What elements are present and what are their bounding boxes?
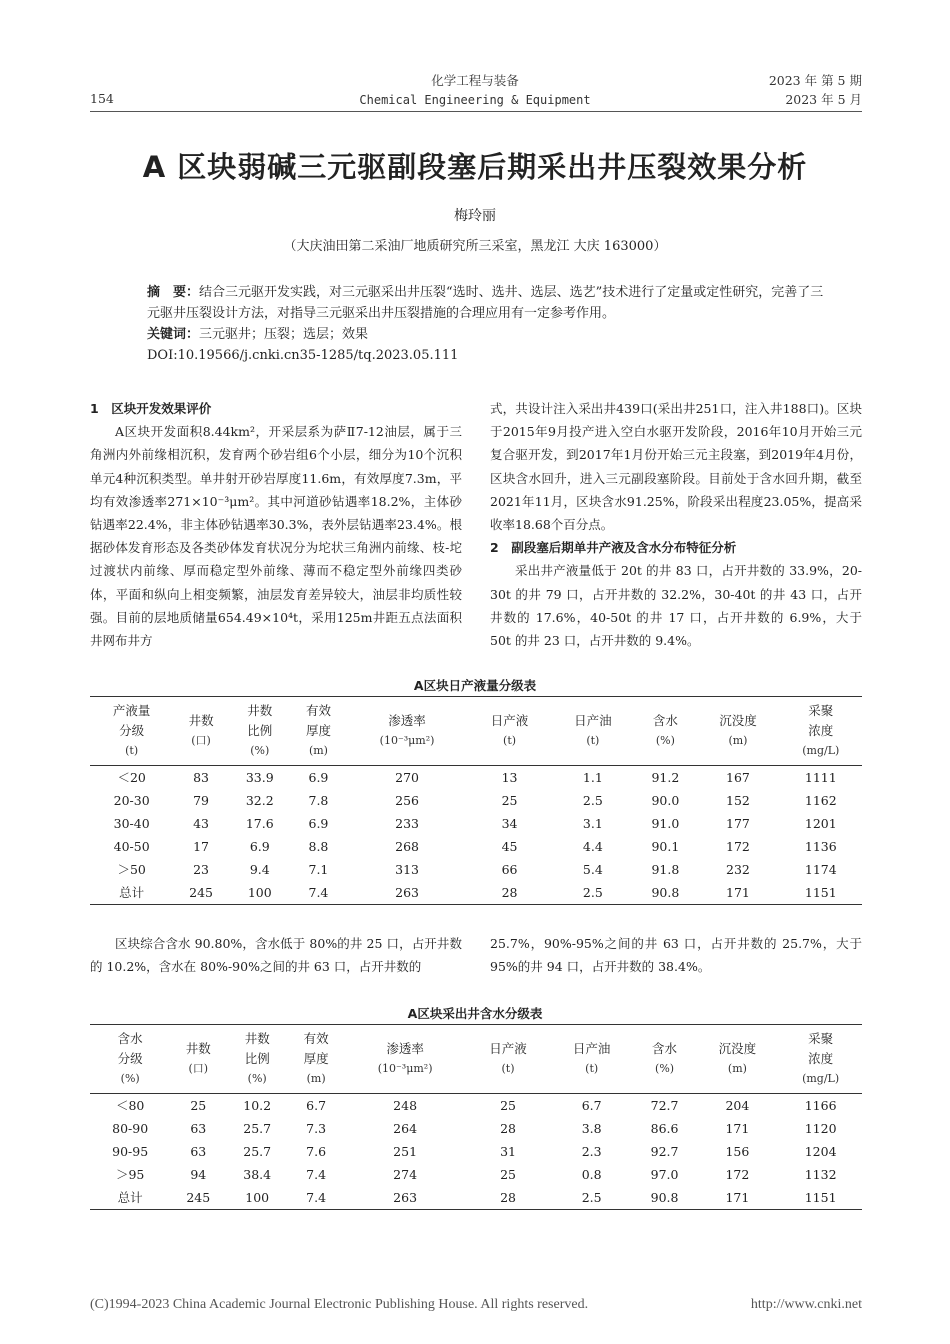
table1-header-line: 沉没度	[719, 713, 757, 728]
table-cell: 5.4	[582, 862, 603, 877]
table1-header-line: (t)	[503, 734, 517, 747]
table-cell: 172	[726, 839, 750, 854]
table-cell: 263	[346, 881, 468, 905]
table-cell: 9.4	[249, 862, 270, 877]
table-cell: 43	[193, 816, 210, 831]
table-cell: 313	[395, 862, 419, 877]
table2-header-line: 井数	[185, 1041, 211, 1056]
table1-header-cell	[291, 697, 347, 766]
table2-header-cell	[550, 1025, 634, 1094]
table-cell: 7.4	[306, 1167, 327, 1182]
table-cell: 167	[726, 770, 750, 785]
table-cell: 66	[501, 862, 518, 877]
water-cut-paragraph: 区块综合含水 90.80%，含水低于 80%的井 25 口，占开井数的 10.2%，含水在 80%-90%之间的井 63 口，占开井数的	[90, 936, 462, 975]
table-cell: 90.8	[634, 881, 696, 905]
table1-header-cell	[229, 697, 291, 766]
table-row	[90, 881, 862, 905]
table2-header-line: (t)	[501, 1062, 515, 1075]
table-row	[90, 858, 862, 881]
issue-label: 2023 年 第 5 期	[768, 73, 862, 88]
table-cell: 72.7	[650, 1098, 679, 1113]
table-cell: 23	[193, 862, 210, 877]
table-cell: 1111	[804, 770, 837, 785]
table-cell: 13	[501, 770, 518, 785]
table2-header-line: 采聚	[808, 1031, 834, 1046]
section-1-paragraph: A区块开发面积8.44km²，开采层系为萨Ⅱ7-12油层，属于三角洲内外前缘相沉积，发育两个砂岩组6个小层，细分为10个沉积单元4种沉积类型。单井射开砂岩厚度11.6m，有效厚度7.3m，平均有效渗透率271×10⁻³μm²。其中河道砂钻遇率18.2%，主体砂钻遇率22.4%，非主体砂钻遇率30.3%，表外层钻遇率23.4%。根据砂体发育形态及各类砂体发育状况分为坨状三角洲内前缘、枝-坨过渡状内前缘、厚而稳定型外前缘、薄而不稳定型外前缘四类砂体，平面和纵向上相变频繁，油层发育差异较大，油层非均质性较强。目前的层地质储量654.49×10⁴t，采用125m井距五点法面积井网布井方	[90, 424, 462, 649]
issue-date: 2023 年 5 月	[785, 92, 862, 107]
table-cell: 38.4	[243, 1167, 272, 1182]
table-cell: 25	[190, 1098, 207, 1113]
table-cell: 91.0	[651, 816, 680, 831]
table1-header-line: 产液量	[112, 703, 151, 718]
table1-header-cell	[780, 697, 862, 766]
table-cell: 80-90	[112, 1121, 149, 1136]
table-cell: 17.6	[245, 816, 274, 831]
author: 梅玲丽	[454, 208, 496, 224]
table1-header-line: (m)	[308, 744, 328, 757]
table2-header-line: (%)	[655, 1062, 675, 1075]
section-2-paragraph: 采出井产液量低于 20t 的井 83 口，占开井数的 33.9%，20-30t 的井 79 口，占开井数的 32.2%，30-40t 的井 43 口，占开井数的 17.6%，40-50t 的井 17 口，占开井数的 6.9%，大于 50t 的井 23 口，占开井数的 9.4%。	[490, 563, 862, 649]
table-cell: 7.4	[288, 1186, 344, 1210]
table-cell: 25.7	[243, 1144, 272, 1159]
table-cell: 172	[725, 1167, 750, 1182]
table2-header-line: (口)	[188, 1062, 209, 1075]
table-cell: 263	[344, 1186, 466, 1210]
table-cell: 264	[393, 1121, 418, 1136]
table-cell: 3.1	[582, 816, 603, 831]
table1-header-line: (口)	[191, 734, 211, 747]
table1-header-cell	[346, 697, 468, 766]
table1-header-line: 比例	[247, 723, 273, 738]
table-cell: 204	[725, 1098, 750, 1113]
table-cell: 171	[696, 881, 779, 905]
table1-header-row	[90, 697, 862, 766]
header-rule	[90, 111, 862, 112]
table1-body	[90, 766, 862, 905]
section-1-title: 1 区块开发效果评价	[90, 401, 212, 416]
table2	[90, 1024, 862, 1210]
journal-name-en: Chemical Engineering & Equipment	[359, 93, 591, 107]
table2-header-line: (m)	[727, 1062, 747, 1075]
table-cell: ＜80	[115, 1098, 145, 1113]
keywords-label: 关键词：	[147, 327, 200, 342]
table-cell: 91.2	[651, 770, 680, 785]
table-cell: 10.2	[243, 1098, 272, 1113]
table-cell: 总计	[90, 881, 173, 905]
table-cell: 30-40	[113, 816, 150, 831]
table2-header-cell	[288, 1025, 344, 1094]
table2-header-line: 渗透率	[386, 1041, 424, 1056]
table2-header-line: (t)	[585, 1062, 599, 1075]
table1-header-cell	[173, 697, 229, 766]
table-cell: 1201	[804, 816, 837, 831]
table2-header-line: 有效	[303, 1031, 329, 1046]
table2-body	[90, 1094, 862, 1210]
table-cell: ＜20	[117, 770, 146, 785]
table1-header-line: 日产油	[574, 713, 612, 728]
table-cell: 31	[500, 1144, 516, 1159]
right-column	[490, 397, 862, 652]
table1-header-line: (%)	[655, 734, 675, 747]
table-cell: 245	[173, 881, 229, 905]
table-cell: 2.5	[550, 1186, 634, 1210]
table-cell: 177	[726, 816, 750, 831]
table-cell: 3.8	[581, 1121, 602, 1136]
table-cell: 1174	[804, 862, 837, 877]
table-cell: 90-95	[112, 1144, 149, 1159]
keywords: 三元驱井；压裂；选层；效果	[199, 327, 369, 342]
table-cell: 1120	[804, 1121, 837, 1136]
table2-header-line: (mg/L)	[802, 1072, 840, 1085]
table-row	[90, 766, 862, 790]
table-cell: 7.1	[308, 862, 329, 877]
water-cut-paragraph-continued: 25.7%，90%-95%之间的井 63 口，占开井数的 25.7%，大于 95%的井 94 口，占开井数的 38.4%。	[490, 936, 862, 975]
table-cell: 6.9	[249, 839, 270, 854]
table2-caption: A区块采出井含水分级表	[407, 1006, 543, 1021]
table-row	[90, 835, 862, 858]
table2-header-line: (10⁻³μm²)	[377, 1062, 433, 1075]
section-1-continuation: 式，共设计注入采出井439口(采出井251口，注入井188口)。区块于2015年9月投产进入空白水驱开发阶段，2016年10月开始三元复合驱开发，到2017年1月份开始三元主段塞，到2019年4月份，区块含水回升，进入三元副段塞阶段。目前处于含水回升期，截至2021年11月，区块含水91.25%，阶段采出程度23.05%，提高采收率18.68个百分点。	[490, 401, 862, 533]
table1-header-cell	[90, 697, 173, 766]
table1-header-line: 采聚	[808, 703, 834, 718]
table2-header-line: 含水	[652, 1041, 678, 1056]
table-cell: 97.0	[650, 1167, 679, 1182]
table1-header-line: (t)	[586, 734, 600, 747]
table-cell: 25	[500, 1098, 516, 1113]
table-cell: ＞95	[115, 1167, 145, 1182]
table-cell: 28	[468, 881, 551, 905]
table-cell: 2.3	[581, 1144, 602, 1159]
table-cell: 86.6	[650, 1121, 679, 1136]
table2-header-line: 分级	[117, 1051, 143, 1066]
table-cell: 40-50	[113, 839, 150, 854]
table1-header-cell	[551, 697, 634, 766]
table-cell: 90.8	[634, 1186, 696, 1210]
abstract-text: 结合三元驱开发实践，对三元驱采出井压裂“选时、选井、选层、选艺”技术进行了定量或定性研究，完善了三元驱井压裂设计方法，对指导三元驱采出井压裂措施的合理应用有一定参考作用。	[147, 285, 824, 321]
table-cell: 7.6	[306, 1144, 327, 1159]
table1-header-line: 日产液	[490, 713, 529, 728]
table1-header-line: (mg/L)	[802, 744, 840, 757]
table2-header-line: 日产液	[489, 1041, 527, 1056]
table1	[90, 696, 862, 905]
table-cell: 17	[193, 839, 210, 854]
table-cell: 8.8	[308, 839, 329, 854]
table-cell: 270	[395, 770, 419, 785]
table-cell: 28	[466, 1186, 550, 1210]
table-cell: 6.7	[581, 1098, 602, 1113]
table1-header-line: (%)	[250, 744, 270, 757]
table-cell: 90.1	[651, 839, 680, 854]
journal-name-cn: 化学工程与装备	[431, 73, 519, 88]
left-column	[90, 397, 462, 652]
abstract-label: 摘 要：	[147, 285, 200, 300]
table-cell: 6.7	[306, 1098, 327, 1113]
table2-header-line: 含水	[117, 1031, 143, 1046]
table-row	[90, 812, 862, 835]
table2-header-line: 日产油	[572, 1041, 611, 1056]
table2-header-cell	[696, 1025, 780, 1094]
table-cell: 1204	[804, 1144, 837, 1159]
table2-header-line: (m)	[306, 1072, 326, 1085]
table-cell: 1.1	[582, 770, 603, 785]
table-cell: 248	[393, 1098, 418, 1113]
table-cell: 1136	[804, 839, 837, 854]
table-row	[90, 1140, 862, 1163]
table-cell: 100	[229, 881, 291, 905]
table-cell: 245	[170, 1186, 226, 1210]
table2-header-line: (%)	[120, 1072, 140, 1085]
table-cell: 1132	[804, 1167, 837, 1182]
affiliation: （大庆油田第二采油厂地质研究所三采室，黑龙江 大庆 163000）	[283, 239, 667, 254]
table1-header-line: 井数	[188, 713, 214, 728]
table-cell: 90.0	[651, 793, 680, 808]
article-title: A 区块弱碱三元驱副段塞后期采出井压裂效果分析	[142, 150, 808, 184]
table-cell: 232	[726, 862, 750, 877]
copyright-text: (C)1994-2023 China Academic Journal Electronic Publishing House. All rights reserved.	[90, 1297, 589, 1312]
table1-header-cell	[696, 697, 779, 766]
table-cell: 25.7	[243, 1121, 272, 1136]
table1-header-line: 有效	[305, 703, 331, 718]
table-cell: 63	[190, 1144, 207, 1159]
table2-header-cell	[226, 1025, 288, 1094]
table2-header-line: 厚度	[303, 1051, 329, 1066]
table1-header-line: 浓度	[808, 723, 834, 738]
table1-caption: A区块日产液量分级表	[413, 678, 537, 693]
table1-header-line: (m)	[728, 734, 748, 747]
table1-header-line: (t)	[125, 744, 139, 757]
table1-header-line: 渗透率	[388, 713, 426, 728]
table-cell: 7.8	[308, 793, 329, 808]
table-cell: 32.2	[245, 793, 274, 808]
table2-header-cell	[90, 1025, 170, 1094]
table-cell: 256	[395, 793, 419, 808]
table-cell: 25	[501, 793, 518, 808]
table-cell: 6.9	[308, 770, 329, 785]
table-cell: 25	[500, 1167, 516, 1182]
table2-header-cell	[634, 1025, 696, 1094]
table1-header-line: 分级	[119, 723, 145, 738]
table2-header-line: 井数	[244, 1031, 270, 1046]
table-cell: 152	[726, 793, 750, 808]
table-cell: 274	[393, 1167, 418, 1182]
table-cell: 0.8	[581, 1167, 602, 1182]
table2-header-line: 浓度	[808, 1051, 834, 1066]
table2-header-cell	[344, 1025, 466, 1094]
doi: DOI:10.19566/j.cnki.cn35-1285/tq.2023.05.111	[147, 348, 459, 363]
table-row	[90, 1094, 862, 1118]
copyright-footer	[90, 1297, 862, 1313]
table-cell: 28	[500, 1121, 516, 1136]
table-cell: 4.4	[582, 839, 603, 854]
table-cell: 83	[193, 770, 210, 785]
section-2-title: 2 副段塞后期单井产液及含水分布特征分析	[490, 540, 737, 556]
table2-header-row	[90, 1025, 862, 1094]
mid-left-text	[90, 932, 462, 978]
table1-header-line: 井数	[247, 703, 273, 718]
table-cell: 100	[226, 1186, 288, 1210]
table1-header-line: (10⁻³μm²)	[379, 734, 435, 747]
table-cell: 171	[725, 1121, 750, 1136]
table-cell: 79	[193, 793, 210, 808]
table-cell: 45	[501, 839, 518, 854]
table1-header-cell	[468, 697, 551, 766]
table-cell: 1166	[804, 1098, 837, 1113]
table-cell: 1151	[780, 881, 862, 905]
table-cell: 2.5	[551, 881, 634, 905]
table-cell: 156	[725, 1144, 750, 1159]
table-cell: 92.7	[650, 1144, 679, 1159]
table-cell: 7.3	[306, 1121, 327, 1136]
table-cell: 171	[696, 1186, 780, 1210]
table-cell: 7.4	[291, 881, 347, 905]
table-row	[90, 1186, 862, 1210]
table2-header-cell	[779, 1025, 862, 1094]
table2-header-line: (%)	[247, 1072, 267, 1085]
table-row	[90, 1117, 862, 1140]
table1-header-line: 含水	[652, 713, 678, 728]
table-cell: 91.8	[651, 862, 680, 877]
table-cell: 1162	[804, 793, 837, 808]
table2-header-line: 沉没度	[718, 1041, 757, 1056]
abstract	[147, 282, 827, 366]
table2-header-line: 比例	[244, 1051, 270, 1066]
table1-header-cell	[634, 697, 696, 766]
table-cell: 2.5	[582, 793, 603, 808]
mid-right-text	[490, 932, 862, 978]
table-row	[90, 789, 862, 812]
table-cell: 1151	[779, 1186, 862, 1210]
table2-header-cell	[466, 1025, 550, 1094]
table-cell: 94	[190, 1167, 207, 1182]
page-number: 154	[90, 91, 114, 106]
table-cell: 34	[501, 816, 518, 831]
table-cell: 233	[395, 816, 419, 831]
table-cell: 6.9	[308, 816, 329, 831]
table2-header-cell	[170, 1025, 226, 1094]
table-cell: 268	[395, 839, 419, 854]
table-cell: 20-30	[113, 793, 150, 808]
cnki-url: http://www.cnki.net	[750, 1297, 862, 1312]
table-row	[90, 1163, 862, 1186]
table-cell: 总计	[90, 1186, 170, 1210]
table1-header-line: 厚度	[305, 723, 331, 738]
table-cell: 251	[393, 1144, 418, 1159]
table-cell: 63	[190, 1121, 207, 1136]
table-cell: ＞50	[117, 862, 146, 877]
table-cell: 33.9	[245, 770, 274, 785]
